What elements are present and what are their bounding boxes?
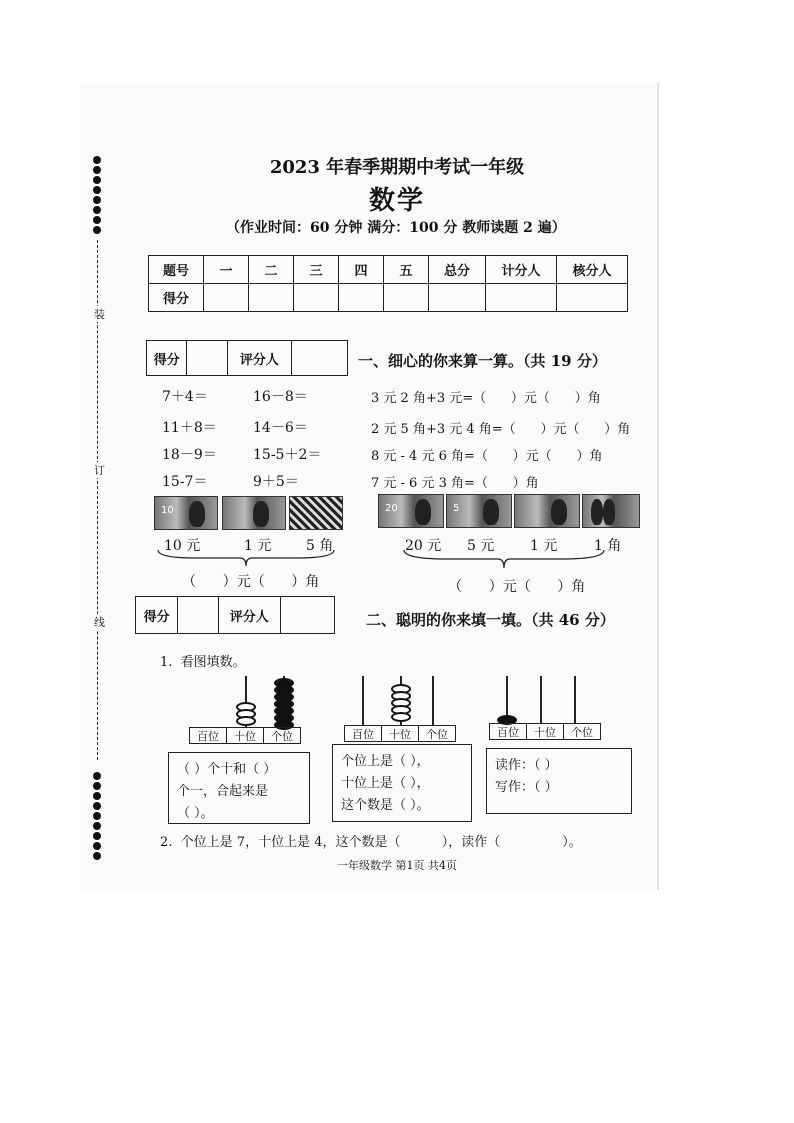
money-label: 5 元: [467, 538, 495, 554]
note-value: 5: [453, 503, 460, 514]
binding-dot: [93, 782, 101, 790]
portrait-image: [551, 499, 567, 525]
money-label: 1 元: [530, 538, 558, 554]
place-label: 百位: [345, 726, 382, 741]
calc-item: 16－8＝: [253, 389, 308, 405]
place-label: 个位: [571, 725, 593, 739]
score-row-label: 得分: [149, 284, 204, 312]
brace-right: [402, 548, 606, 570]
banknote-5-jiao: [289, 496, 343, 530]
binding-dot: [93, 822, 101, 830]
note-value: 10: [161, 505, 174, 516]
score-header-cell: 三: [294, 256, 339, 284]
portrait-image: [483, 499, 499, 525]
money-answer: （ ）元（ ）角: [182, 574, 320, 590]
score-cell[interactable]: [384, 284, 429, 312]
abacus-3-answer-box: [486, 748, 632, 814]
money-calc-item: 8 元 - 4 元 6 角=（ ）元（ ）角: [371, 449, 603, 464]
money-calc-item: 3 元 2 角+3 元=（ ）元（ ）角: [371, 391, 601, 406]
score-header-cell: 五: [384, 256, 429, 284]
section2-title: 二、聪明的你来填一填。（共 46 分）: [366, 611, 615, 629]
binding-dot: [93, 842, 101, 850]
calc-item: 15-7＝: [162, 474, 208, 490]
place-label: 十位: [227, 728, 264, 743]
abacus-place-labels: [344, 725, 456, 742]
portrait-image: [603, 499, 615, 525]
binding-dot: [93, 832, 101, 840]
calc-item: 18－9＝: [162, 447, 217, 463]
money-label: 20 元: [405, 538, 442, 554]
score-cell[interactable]: [249, 284, 294, 312]
binding-dot: [93, 772, 101, 780]
exam-info: （作业时间：60 分钟 满分：100 分 教师读题 2 遍）: [226, 220, 566, 236]
binding-dot: [93, 802, 101, 810]
answer-line: 写作：（ ）: [495, 780, 558, 795]
question-2: 2. 个位上是 7，十位上是 4，这个数是（ ），读作（ ）。: [160, 835, 582, 850]
score-table: [148, 255, 628, 312]
portrait-image: [415, 499, 431, 525]
section1-title: 一、细心的你来算一算。（共 19 分）: [358, 352, 607, 370]
banknote-20-yuan: [378, 494, 444, 528]
score-table-header-row: [149, 256, 628, 284]
exam-subject: 数学: [368, 186, 425, 216]
note-value: 20: [385, 503, 398, 514]
money-answer: （ ）元（ ）角: [448, 579, 586, 595]
answer-line: 十位上是（ ），: [341, 776, 430, 791]
score-header-cell: 二: [249, 256, 294, 284]
binding-label: 装: [94, 308, 105, 321]
section1-grader-box: [146, 340, 348, 376]
grader-score-label: 得分: [147, 341, 187, 375]
money-label: 1 角: [594, 538, 622, 554]
place-label: 个位: [426, 727, 448, 741]
answer-line: 个位上是（ ），: [341, 754, 430, 769]
place-label: 个位: [271, 729, 293, 743]
brace-left: [156, 548, 336, 568]
binding-dot: [93, 792, 101, 800]
banknote-1-jiao: [582, 494, 640, 528]
money-label: 1 元: [244, 538, 272, 554]
calc-item: 15-5＋2＝: [253, 447, 322, 463]
grader-name-label: 评分人: [228, 341, 292, 375]
score-header-cell: 总分: [429, 256, 486, 284]
score-cell[interactable]: [486, 284, 557, 312]
score-header-cell: 四: [339, 256, 384, 284]
money-calc-item: 2 元 5 角+3 元 4 角=（ ）元（ ）角: [371, 422, 631, 437]
calc-item: 7＋4＝: [162, 389, 208, 405]
calc-item: 14－6＝: [253, 420, 308, 436]
banknote-1-yuan: [514, 494, 580, 528]
portrait-image: [591, 499, 603, 525]
abacus-place-labels: [189, 727, 301, 744]
answer-line: 这个数是（ ）。: [341, 798, 430, 813]
score-header-cell: 一: [204, 256, 249, 284]
answer-line: （ ）个十和（ ）: [177, 762, 277, 777]
grader-score-cell[interactable]: [178, 597, 218, 633]
calc-item: 9＋5＝: [253, 474, 299, 490]
binding-dot: [93, 226, 101, 234]
portrait-image: [189, 501, 205, 527]
place-label: 十位: [382, 726, 419, 741]
score-header-cell: 题号: [149, 256, 204, 284]
portrait-image: [253, 501, 269, 527]
abacus-2-answer-box: [332, 744, 472, 822]
score-cell[interactable]: [204, 284, 249, 312]
place-label: 百位: [190, 728, 227, 743]
score-header-cell: 计分人: [486, 256, 557, 284]
page-footer: 一年级数学 第1页 共4页: [337, 859, 457, 872]
score-header-cell: 核分人: [557, 256, 628, 284]
score-cell[interactable]: [339, 284, 384, 312]
calc-item: 11＋8＝: [162, 420, 217, 436]
banknote-5-yuan: [446, 494, 512, 528]
binding-dot: [93, 216, 101, 224]
score-cell[interactable]: [557, 284, 628, 312]
banknote-1-yuan: [222, 496, 286, 530]
question-1: 1. 看图填数。: [160, 655, 246, 670]
grader-name-cell[interactable]: [292, 341, 347, 375]
binding-dot: [93, 812, 101, 820]
money-calc-item: 7 元 - 6 元 3 角=（ ）角: [371, 476, 539, 491]
binding-label: 线: [94, 616, 105, 629]
abacus-1-answer-box: [168, 752, 310, 824]
abacus-place-labels: [489, 723, 601, 740]
place-label: 十位: [527, 724, 564, 739]
binding-label: 订: [94, 464, 105, 477]
section2-grader-box: [135, 596, 335, 634]
place-label: 百位: [490, 724, 527, 739]
grader-name-cell[interactable]: [281, 597, 334, 633]
score-cell[interactable]: [429, 284, 486, 312]
money-label: 5 角: [306, 538, 334, 554]
answer-line: （ ）。: [177, 806, 214, 821]
answer-line: 个一，合起来是: [177, 784, 269, 799]
grader-name-label: 评分人: [219, 597, 281, 633]
money-label: 10 元: [164, 538, 201, 554]
grader-score-cell[interactable]: [187, 341, 227, 375]
exam-title: 2023 年春季期期中考试一年级: [269, 157, 525, 178]
answer-line: 读作：（ ）: [495, 758, 558, 773]
score-cell[interactable]: [294, 284, 339, 312]
banknote-10-yuan: [154, 496, 218, 530]
score-table-score-row: [149, 284, 628, 312]
grader-score-label: 得分: [136, 597, 178, 633]
